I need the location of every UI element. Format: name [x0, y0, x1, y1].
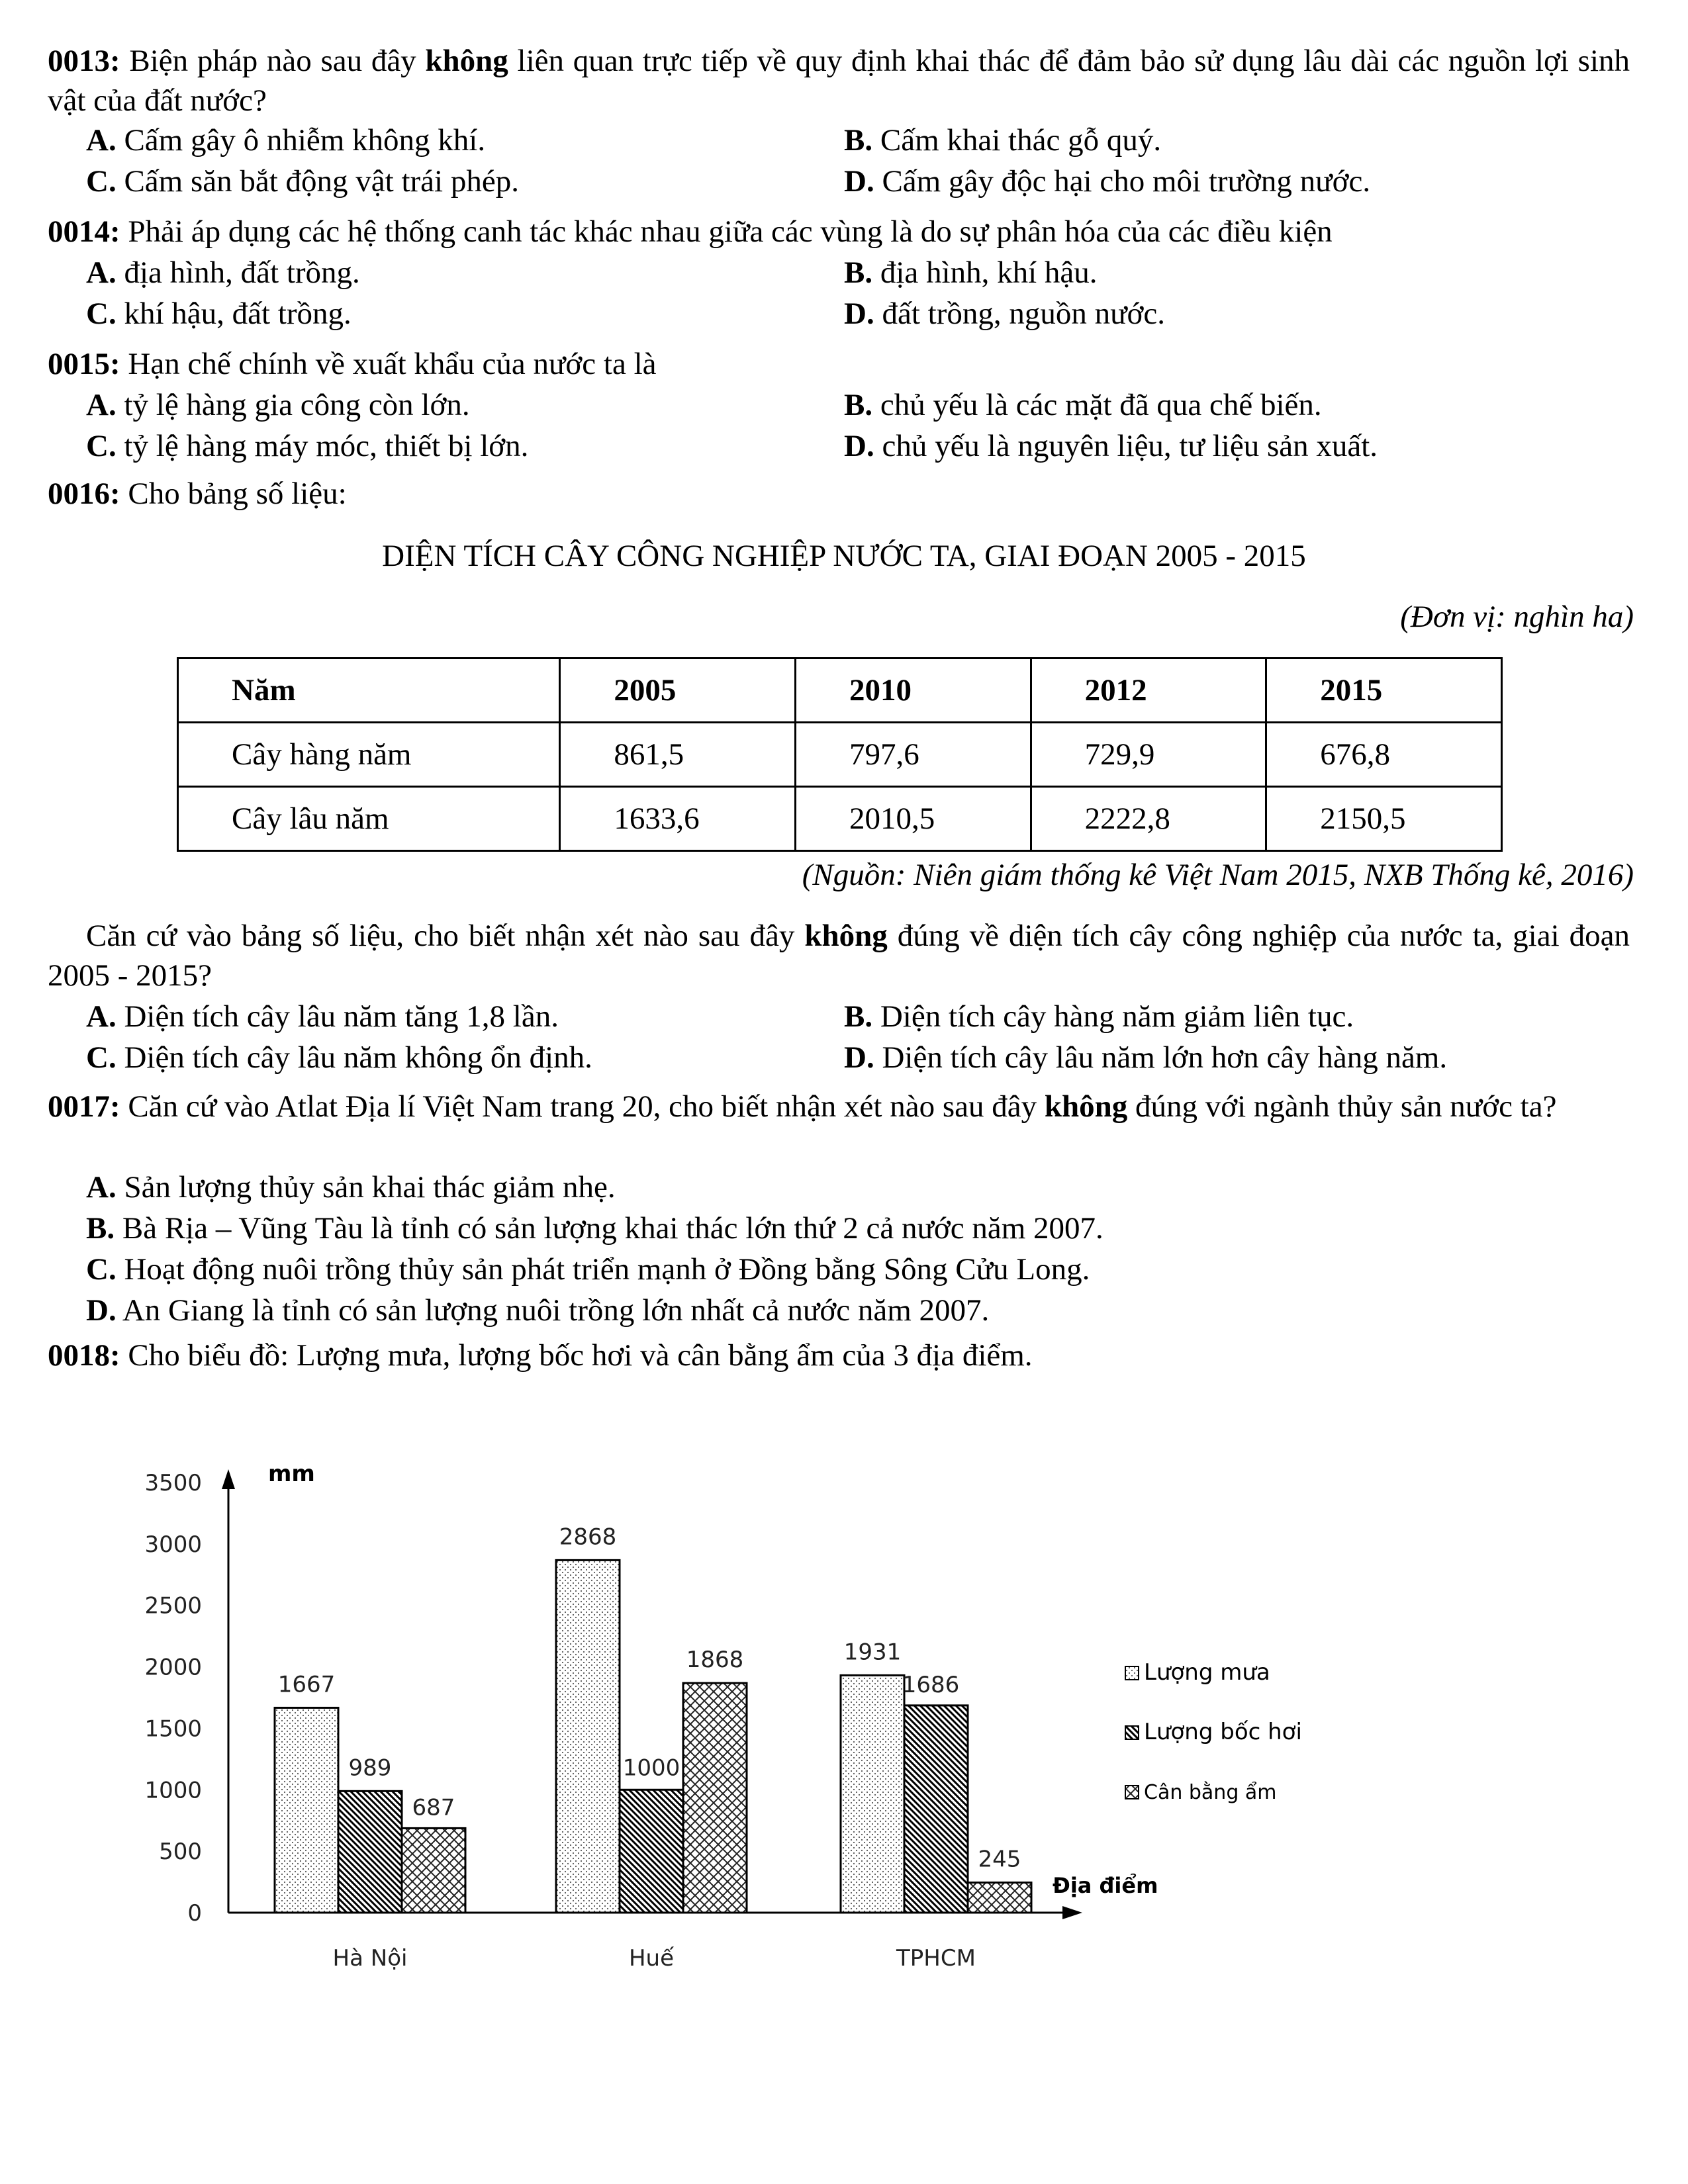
- question-number: 0017:: [48, 1089, 120, 1124]
- option-c: C. tỷ lệ hàng máy móc, thiết bị lớn.: [86, 429, 529, 463]
- table-header-cell: 2012: [1031, 659, 1266, 723]
- table-header-cell: 2015: [1266, 659, 1502, 723]
- option-b: B. Bà Rịa – Vũng Tàu là tỉnh có sản lượng khai thác lớn thứ 2 cả nước năm 2007.: [86, 1211, 1103, 1246]
- data-label: 245: [978, 1846, 1021, 1873]
- question-0016-stem: Căn cứ vào bảng số liệu, cho biết nhận xét nào sau đây không đúng về diện tích cây công nghiệp của nước ta, giai đoạn 2005 - 2015?: [48, 919, 1630, 993]
- table-header-cell: 2010: [795, 659, 1031, 723]
- bar: [338, 1791, 402, 1913]
- bar: [968, 1883, 1031, 1913]
- question-0013: 0013: Biện pháp nào sau đây không liên quan trực tiếp về quy định khai thác để đảm bảo sử dụng lâu dài các nguồn lợi sinh vật của đất nước?: [48, 44, 1630, 118]
- table-cell: Cây lâu năm: [178, 787, 560, 851]
- bar: [620, 1790, 683, 1913]
- table-row: [178, 787, 1502, 851]
- legend-swatch: [1125, 1726, 1139, 1739]
- table-title: DIỆN TÍCH CÂY CÔNG NGHIỆP NƯỚC TA, GIAI ĐOẠN 2005 - 2015: [382, 539, 1306, 573]
- x-tick-label: TPHCM: [896, 1945, 976, 1972]
- table-header-cell: Năm: [178, 659, 560, 723]
- bar: [402, 1828, 465, 1913]
- table-source: (Nguồn: Niên giám thống kê Việt Nam 2015, NXB Thống kê, 2016): [802, 858, 1634, 892]
- data-label: 2868: [559, 1524, 617, 1551]
- y-tick-label: 1500: [144, 1715, 202, 1743]
- question-0017: 0017: Căn cứ vào Atlat Địa lí Việt Nam trang 20, cho biết nhận xét nào sau đây không đúng với ngành thủy sản nước ta?: [48, 1089, 1557, 1124]
- option-c: C. Hoạt động nuôi trồng thủy sản phát triển mạnh ở Đồng bằng Sông Cửu Long.: [86, 1252, 1090, 1287]
- data-label: 687: [412, 1794, 455, 1821]
- data-label: 1667: [277, 1671, 336, 1698]
- question-number: 0016:: [48, 477, 120, 511]
- question-0014: 0014: Phải áp dụng các hệ thống canh tác khác nhau giữa các vùng là do sự phân hóa của các điều kiện: [48, 214, 1333, 249]
- x-tick-label: Hà Nội: [332, 1945, 408, 1972]
- table-cell: 676,8: [1266, 723, 1502, 787]
- y-tick-label: 2500: [144, 1592, 202, 1619]
- table-cell: 2010,5: [795, 787, 1031, 851]
- question-number: 0013:: [48, 44, 120, 78]
- data-table: [177, 657, 1503, 852]
- question-0016: 0016: Cho bảng số liệu:: [48, 477, 347, 511]
- y-tick-label: 1000: [144, 1777, 202, 1804]
- option-b: B. địa hình, khí hậu.: [844, 255, 1098, 290]
- option-a: A. tỷ lệ hàng gia công còn lớn.: [86, 388, 470, 422]
- option-a: A. địa hình, đất trồng.: [86, 255, 360, 290]
- table-cell: 2222,8: [1031, 787, 1266, 851]
- table-cell: 2150,5: [1266, 787, 1502, 851]
- legend-swatch: [1125, 1786, 1139, 1799]
- question-0018: 0018: Cho biểu đồ: Lượng mưa, lượng bốc hơi và cân bằng ẩm của 3 địa điểm.: [48, 1338, 1033, 1373]
- option-c: C. khí hậu, đất trồng.: [86, 296, 352, 331]
- x-tick-label: Huế: [628, 1945, 675, 1972]
- legend-label: Cân bằng ẩm: [1144, 1781, 1277, 1804]
- y-tick-label: 3500: [144, 1470, 202, 1496]
- option-a: A. Sản lượng thủy sản khai thác giảm nhẹ.: [86, 1170, 616, 1205]
- x-axis-label: Địa điểm: [1053, 1873, 1158, 1898]
- question-number: 0018:: [48, 1338, 120, 1373]
- option-d: D. An Giang là tỉnh có sản lượng nuôi trồng lớn nhất cả nước năm 2007.: [86, 1293, 990, 1328]
- option-b: B. Cấm khai thác gỗ quý.: [844, 123, 1162, 158]
- y-axis-arrow: [222, 1469, 235, 1489]
- data-label: 1686: [902, 1671, 960, 1698]
- option-c: C. Diện tích cây lâu năm không ổn định.: [86, 1040, 592, 1075]
- y-tick-label: 2000: [144, 1654, 202, 1681]
- question-number: 0015:: [48, 347, 120, 381]
- y-axis-label: mm: [268, 1461, 315, 1487]
- y-tick-label: 3000: [144, 1531, 202, 1558]
- data-label: 989: [348, 1754, 392, 1782]
- bar-chart: [0, 1423, 1688, 2019]
- x-axis-arrow: [1062, 1906, 1082, 1919]
- table-unit: (Đơn vị: nghìn ha): [1400, 600, 1634, 634]
- option-b: B. Diện tích cây hàng năm giảm liên tục.: [844, 999, 1354, 1034]
- bar: [275, 1707, 338, 1913]
- table-cell: 861,5: [560, 723, 796, 787]
- table-cell: 797,6: [795, 723, 1031, 787]
- bar: [556, 1560, 620, 1913]
- bar: [841, 1675, 904, 1913]
- question-0015: 0015: Hạn chế chính về xuất khẩu của nước ta là: [48, 347, 657, 381]
- option-a: A. Cấm gây ô nhiễm không khí.: [86, 123, 486, 158]
- option-c: C. Cấm săn bắt động vật trái phép.: [86, 164, 519, 199]
- table-cell: 1633,6: [560, 787, 796, 851]
- option-a: A. Diện tích cây lâu năm tăng 1,8 lần.: [86, 999, 559, 1034]
- option-b: B. chủ yếu là các mặt đã qua chế biến.: [844, 388, 1322, 422]
- table-header-cell: 2005: [560, 659, 796, 723]
- data-label: 1931: [843, 1639, 902, 1666]
- question-number: 0014:: [48, 214, 120, 249]
- data-label: 1000: [622, 1754, 680, 1782]
- legend-swatch: [1125, 1666, 1139, 1680]
- option-d: D. chủ yếu là nguyên liệu, tư liệu sản xuất.: [844, 429, 1378, 463]
- legend-label: Lượng mưa: [1144, 1659, 1270, 1686]
- legend-label: Lượng bốc hơi: [1144, 1719, 1302, 1745]
- option-d: D. Cấm gây độc hại cho môi trường nước.: [844, 164, 1371, 199]
- data-label: 1868: [686, 1647, 744, 1674]
- y-tick-label: 0: [187, 1900, 202, 1927]
- option-d: D. đất trồng, nguồn nước.: [844, 296, 1166, 331]
- bar: [683, 1683, 747, 1913]
- table-row: [178, 723, 1502, 787]
- table-header-row: [178, 659, 1502, 723]
- bar: [904, 1706, 968, 1913]
- y-tick-label: 500: [159, 1839, 202, 1866]
- table-cell: 729,9: [1031, 723, 1266, 787]
- table-cell: Cây hàng năm: [178, 723, 560, 787]
- option-d: D. Diện tích cây lâu năm lớn hơn cây hàng năm.: [844, 1040, 1448, 1075]
